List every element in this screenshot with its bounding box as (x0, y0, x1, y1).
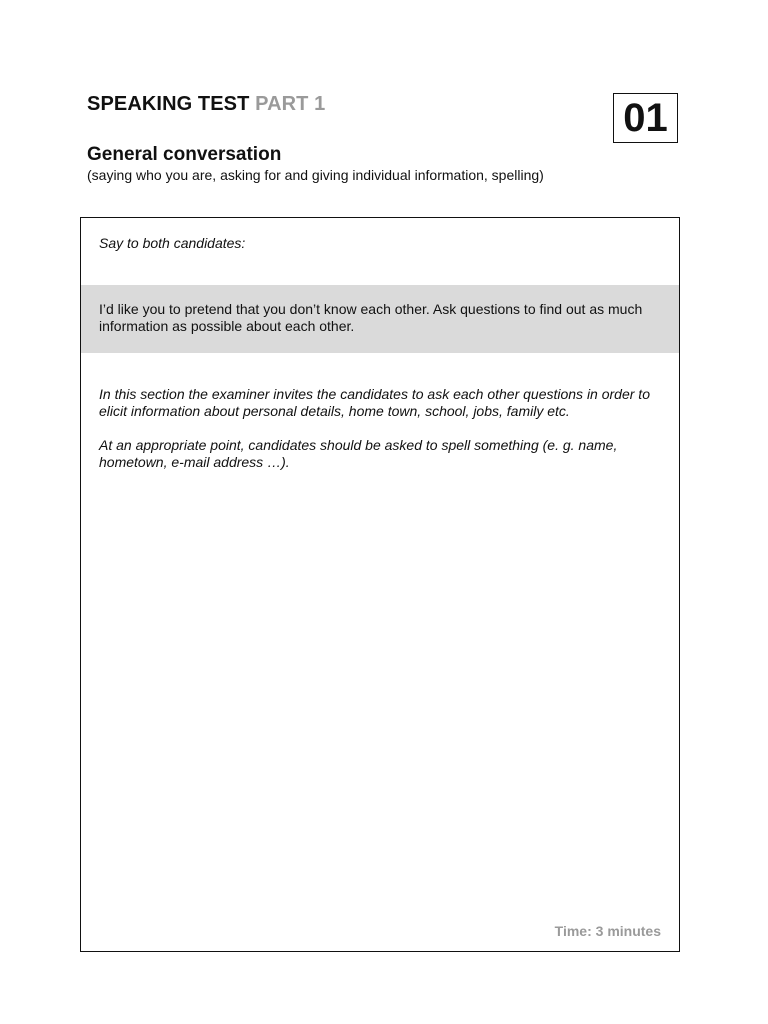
examiner-note: At an appropriate point, candidates should be asked to spell something (e. g. name, hometown, e-mail address …). (99, 437, 618, 470)
examiner-instruction: Say to both candidates: (99, 235, 246, 251)
examiner-script-band (81, 285, 679, 353)
section-description: (saying who you are, asking for and giving individual information, spelling) (87, 167, 544, 183)
examiner-notes (99, 386, 664, 488)
time-allowance: Time: 3 minutes (554, 923, 661, 939)
section-title: General conversation (87, 144, 282, 165)
page-title-main: SPEAKING TEST (87, 93, 250, 115)
examiner-note: In this section the examiner invites the candidates to ask each other questions in order to elicit information about personal details, home town, school, jobs, family etc. (99, 386, 650, 419)
task-card (80, 217, 680, 952)
test-number-box (613, 93, 678, 143)
examiner-script: I’d like you to pretend that you don’t know each other. Ask questions to find out as much information as possible about each other. (99, 301, 643, 334)
page-title (87, 93, 325, 116)
test-number: 01 (623, 96, 668, 140)
part-label: PART 1 (255, 93, 326, 115)
